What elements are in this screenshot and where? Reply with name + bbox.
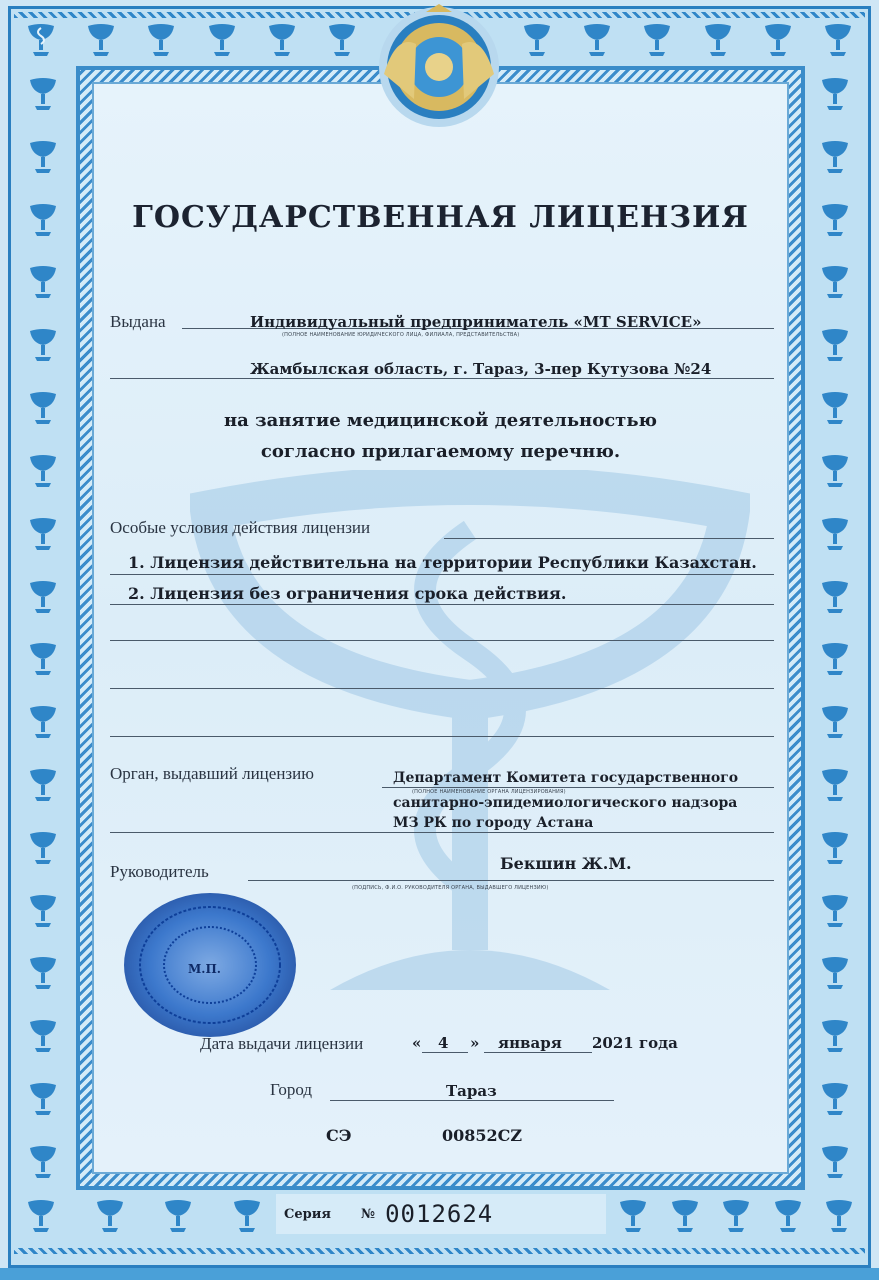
chalice-icon (161, 1196, 195, 1236)
chalice-icon (616, 1196, 650, 1236)
chalice-icon (24, 1196, 58, 1236)
chalice-icon (26, 137, 60, 177)
authority-line-3: МЗ РК по городу Астана (393, 815, 594, 831)
date-month-line (484, 1052, 592, 1053)
chalice-icon (818, 1079, 852, 1119)
chalice-icon (771, 1196, 805, 1236)
chalice-icon (818, 702, 852, 742)
chalice-icon (26, 451, 60, 491)
address-value: Жамбылская область, г. Тараз, 3-пер Кутузова №24 (250, 360, 712, 378)
chalice-icon (26, 577, 60, 617)
authority-caption: (ПОЛНОЕ НАИМЕНОВАНИЕ ОРГАНА ЛИЦЕНЗИРОВАНИЯ) (412, 789, 566, 795)
chalice-icon (818, 577, 852, 617)
chalice-icon (818, 639, 852, 679)
top-left-icons (24, 20, 359, 62)
city-value: Тараз (446, 1082, 497, 1100)
chalice-icon (26, 639, 60, 679)
chalice-icon (26, 200, 60, 240)
page-title: ГОСУДАРСТВЕННАЯ ЛИЦЕНЗИЯ (132, 200, 749, 235)
chalice-icon (818, 828, 852, 868)
bottom-right-icons (616, 1196, 856, 1238)
chalice-icon (719, 1196, 753, 1236)
right-icons (818, 74, 854, 1182)
chalice-icon (93, 1196, 127, 1236)
date-open-quote: « (412, 1034, 422, 1052)
conditions-line-4 (110, 688, 774, 689)
chalice-icon (26, 325, 60, 365)
chalice-icon (520, 20, 554, 60)
chalice-icon (818, 137, 852, 177)
chalice-icon (818, 262, 852, 302)
chalice-icon (818, 891, 852, 931)
conditions-line-3 (110, 640, 774, 641)
chalice-icon (26, 1079, 60, 1119)
chalice-icon (26, 702, 60, 742)
date-year: 2021 года (592, 1034, 678, 1052)
chalice-icon (26, 1142, 60, 1182)
head-caption: (ПОДПИСЬ, Ф.И.О. РУКОВОДИТЕЛЯ ОРГАНА, ВЫДАВШЕГО ЛИЦЕНЗИЮ) (352, 885, 549, 891)
chalice-icon (26, 388, 60, 428)
chalice-icon (580, 20, 614, 60)
chalice-icon (265, 20, 299, 60)
chalice-icon (821, 20, 855, 60)
date-day-line (422, 1052, 468, 1053)
chalice-icon (818, 1142, 852, 1182)
activity-line-2: согласно прилагаемому перечню. (260, 441, 621, 462)
chalice-icon (84, 20, 118, 60)
chalice-icon (818, 1016, 852, 1056)
bottom-left-icons (24, 1196, 264, 1238)
chalice-icon (668, 1196, 702, 1236)
kazakhstan-emblem-icon (376, 4, 502, 130)
chalice-icon (26, 828, 60, 868)
date-month: января (498, 1034, 562, 1052)
issued-to-caption: (ПОЛНОЕ НАИМЕНОВАНИЕ ЮРИДИЧЕСКОГО ЛИЦА, ФИЛИАЛА, ПРЕДСТАВИТЕЛЬСТВА) (282, 332, 520, 338)
chalice-icon (26, 765, 60, 805)
authority-line-bottom (110, 832, 774, 833)
chalice-icon (325, 20, 359, 60)
date-label: Дата выдачи лицензии (200, 1034, 364, 1053)
chalice-icon (26, 1016, 60, 1056)
seal-text: М.П. (188, 962, 221, 976)
chalice-icon (818, 451, 852, 491)
code-prefix: СЭ (326, 1126, 352, 1145)
issued-to-value: Индивидуальный предприниматель «MT SERVICE» (250, 313, 702, 331)
chalice-icon (640, 20, 674, 60)
chalice-icon (24, 20, 58, 60)
head-line (248, 880, 774, 881)
chalice-icon (818, 765, 852, 805)
conditions-line-2 (110, 604, 774, 605)
issued-to-label: Выдана (110, 312, 166, 331)
chalice-icon (26, 262, 60, 302)
chalice-icon (701, 20, 735, 60)
condition-item-1: 1. Лицензия действительна на территории Республики Казахстан. (128, 553, 757, 572)
chalice-icon (26, 891, 60, 931)
chalice-icon (822, 1196, 856, 1236)
chalice-icon (205, 20, 239, 60)
code-number: 00852CZ (442, 1126, 523, 1145)
authority-line-2: санитарно-эпидемиологического надзора (393, 795, 738, 811)
date-day: 4 (438, 1034, 449, 1052)
head-name: Бекшин Ж.М. (500, 854, 632, 873)
conditions-line-5 (110, 736, 774, 737)
city-line (330, 1100, 614, 1101)
chalice-icon (818, 388, 852, 428)
bottom-strip (0, 1268, 879, 1280)
head-label: Руководитель (110, 862, 209, 881)
serial-no-label: № (360, 1206, 376, 1222)
left-icons (26, 74, 62, 1182)
conditions-label: Особые условия действия лицензии (110, 518, 371, 537)
chalice-icon (26, 514, 60, 554)
authority-line (382, 787, 774, 788)
serial-box (276, 1194, 606, 1234)
chalice-icon (818, 514, 852, 554)
chalice-icon (818, 74, 852, 114)
chalice-icon (818, 200, 852, 240)
city-label: Город (270, 1080, 312, 1099)
chalice-icon (144, 20, 178, 60)
date-close-quote: » (470, 1034, 480, 1052)
address-line (110, 378, 774, 379)
chalice-icon (230, 1196, 264, 1236)
outer-band-bottom (14, 1248, 865, 1254)
chalice-icon (26, 953, 60, 993)
top-right-icons (520, 20, 855, 62)
activity-line-1: на занятие медицинской деятельностью (223, 410, 658, 431)
chalice-icon (761, 20, 795, 60)
conditions-line-0 (444, 538, 774, 539)
chalice-icon (818, 325, 852, 365)
chalice-icon (818, 953, 852, 993)
serial-number: 0012624 (385, 1200, 494, 1228)
chalice-icon (26, 74, 60, 114)
condition-item-2: 2. Лицензия без ограничения срока действия. (128, 584, 567, 603)
authority-label: Орган, выдавший лицензию (110, 764, 314, 783)
conditions-line-1 (110, 574, 774, 575)
authority-line-1: Департамент Комитета государственного (393, 770, 739, 786)
serial-label: Серия (284, 1206, 331, 1222)
